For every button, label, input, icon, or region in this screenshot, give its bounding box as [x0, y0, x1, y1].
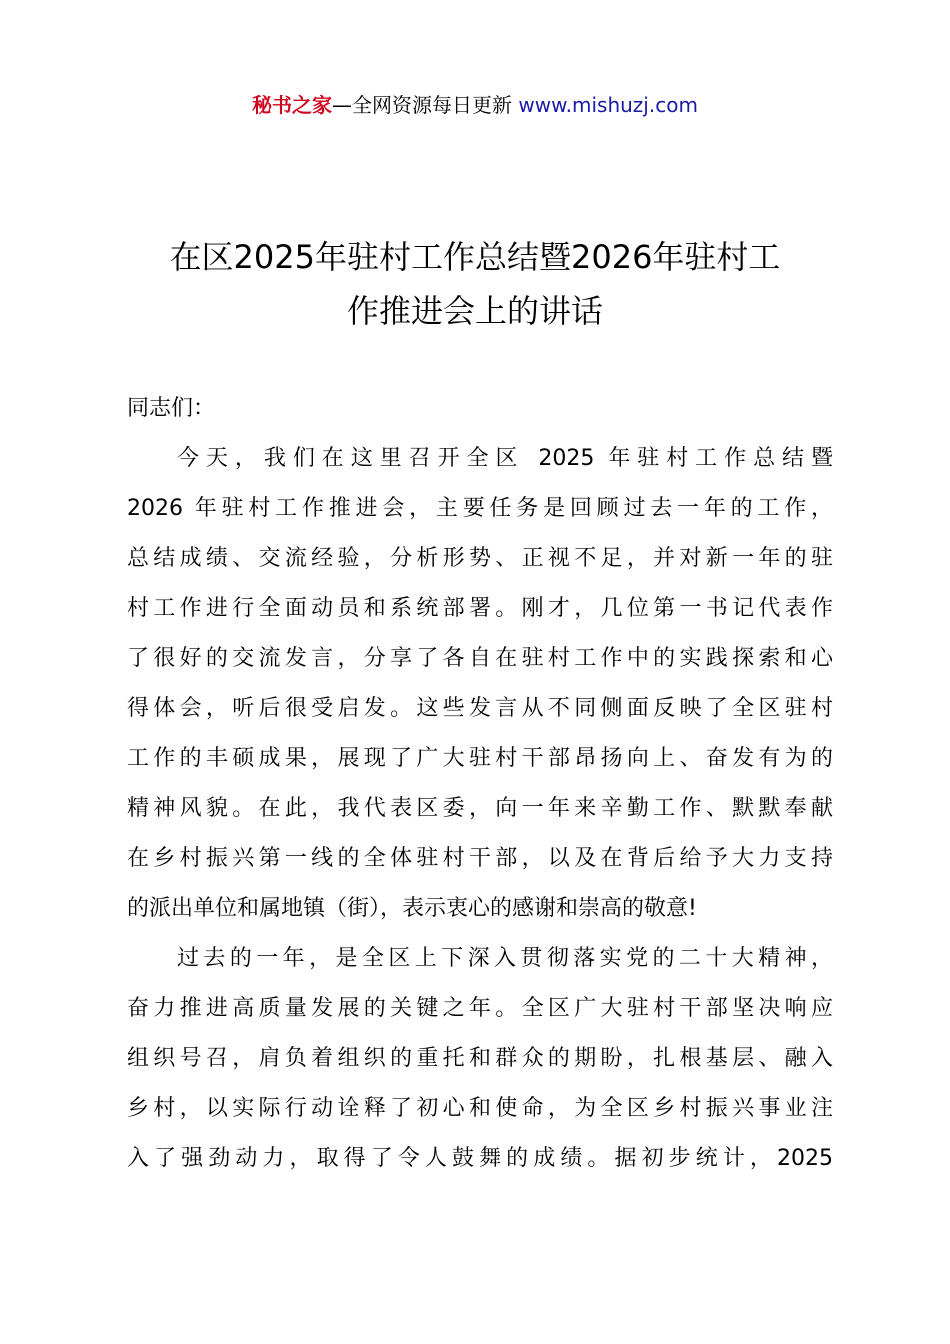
paragraph-line: 今天，我们在这里召开全区 2025 年驻村工作总结暨	[177, 446, 833, 471]
salutation: 同志们：	[127, 396, 216, 421]
paragraph-line: 在乡村振兴第一线的全体驻村干部，以及在背后给予大力支持	[127, 846, 833, 871]
page-header	[0, 88, 950, 122]
document-body	[127, 384, 833, 1184]
brand-name: 秘书之家	[252, 93, 333, 117]
paragraph-line: 了很好的交流发言，分享了各自在驻村工作中的实践探索和心	[127, 646, 833, 671]
paragraph-line: 组织号召，肩负着组织的重托和群众的期盼，扎根基层、融入	[127, 1046, 833, 1071]
paragraph-line: 得体会，听后很受启发。这些发言从不同侧面反映了全区驻村	[127, 696, 833, 721]
paragraph-line: 总结成绩、交流经验，分析形势、正视不足，并对新一年的驻	[127, 546, 833, 571]
paragraph-line: 过去的一年，是全区上下深入贯彻落实党的二十大精神，	[177, 946, 833, 971]
header-slogan: —全网资源每日更新	[332, 93, 513, 117]
document-title	[110, 230, 840, 338]
paragraph-line: 精神风貌。在此，我代表区委，向一年来辛勤工作、默默奉献	[127, 796, 833, 821]
title-line-1: 在区2025年驻村工作总结暨2026年驻村工	[169, 238, 781, 276]
paragraph-line: 2026 年驻村工作推进会，主要任务是回顾过去一年的工作，	[127, 496, 833, 521]
paragraph-line: 入了强劲动力，取得了令人鼓舞的成绩。据初步统计，2025	[127, 1146, 833, 1171]
paragraph-line: 村工作进行全面动员和系统部署。刚才，几位第一书记代表作	[127, 596, 833, 621]
paragraph-line: 奋力推进高质量发展的关键之年。全区广大驻村干部坚决响应	[127, 996, 833, 1021]
paragraph-line: 乡村，以实际行动诠释了初心和使命，为全区乡村振兴事业注	[127, 1096, 833, 1121]
title-line-2: 作推进会上的讲话	[346, 292, 603, 330]
paragraph-line: 的派出单位和属地镇（街），表示衷心的感谢和崇高的敬意!	[127, 896, 697, 921]
website-link[interactable]: www.mishuzj.com	[518, 93, 698, 117]
paragraph-line: 工作的丰硕成果，展现了广大驻村干部昂扬向上、奋发有为的	[127, 746, 833, 771]
